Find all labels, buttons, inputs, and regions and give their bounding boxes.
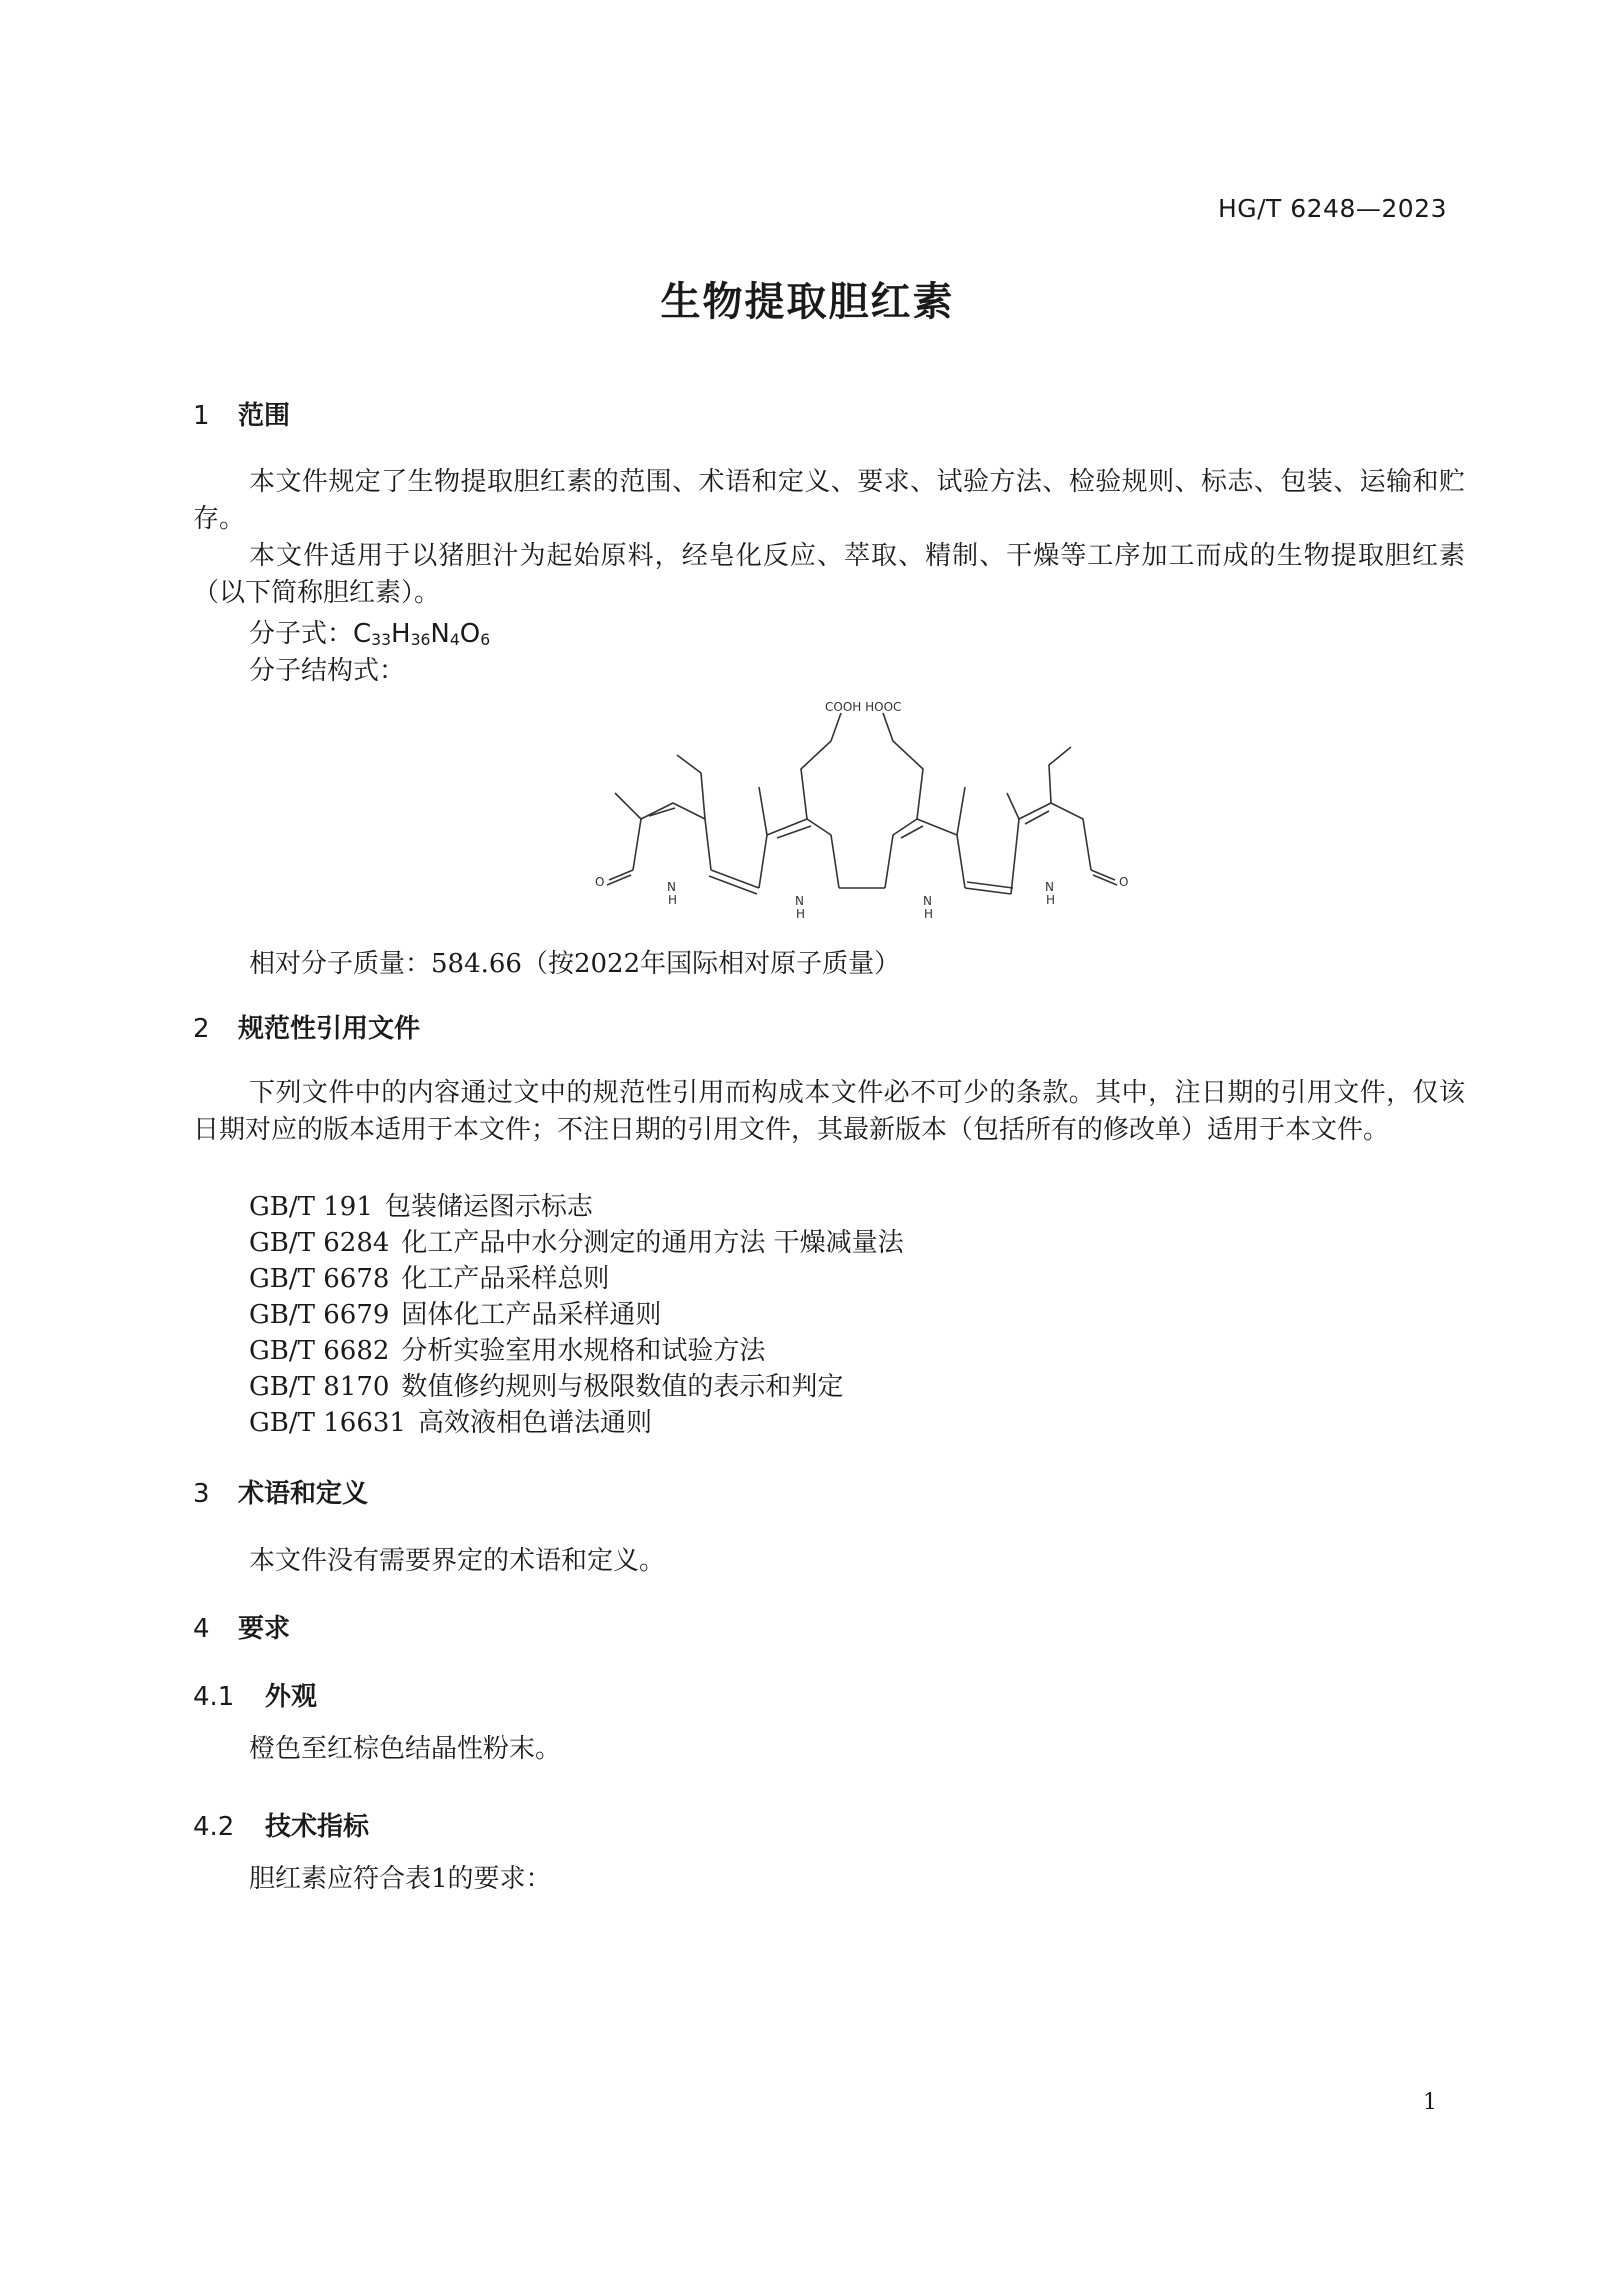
reference-item: GB/T 8170 数值修约规则与极限数值的表示和判定 [249, 1372, 844, 1402]
subsection-title: 技术指标 [265, 1812, 370, 1842]
molecular-formula: $C_{33}H_{36}N_4O_6$ [353, 619, 491, 649]
page-number: 1 [1423, 2090, 1437, 2115]
section-number: 3 [193, 1479, 210, 1509]
section-title: 范围 [238, 401, 291, 431]
molecular-structure-diagram [545, 695, 1170, 935]
technical-indicators-text: 胆红素应符合表1的要求： [249, 1864, 552, 1894]
terms-paragraph: 本文件没有需要界定的术语和定义。 [249, 1546, 666, 1576]
section-title: 规范性引用文件 [238, 1014, 421, 1044]
section-2-heading [193, 1008, 420, 1045]
svg-text:O: O [595, 875, 605, 889]
svg-text:N: N [667, 880, 676, 894]
subsection-4-2-heading [193, 1806, 369, 1843]
reference-item: GB/T 6679 固体化工产品采样通则 [249, 1300, 662, 1330]
references-intro: 下列文件中的内容通过文中的规范性引用而构成本文件必不可少的条款。其中，注日期的引用文件，仅该日期对应的版本适用于本文件；不注日期的引用文件，其最新版本（包括所有的修改单）适用于本文件。 [193, 1078, 1465, 1145]
svg-text:N: N [795, 894, 804, 908]
svg-text:H: H [796, 907, 806, 921]
section-title: 要求 [238, 1614, 291, 1644]
molecular-formula-line [249, 613, 490, 650]
section-number: 4 [193, 1614, 210, 1644]
document-title: 生物提取胆红素 [660, 279, 955, 325]
svg-text:H: H [1046, 893, 1056, 907]
subsection-number: 4.1 [193, 1682, 235, 1712]
section-title: 术语和定义 [238, 1479, 369, 1509]
subsection-4-1-heading [193, 1676, 317, 1713]
subsection-number: 4.2 [193, 1812, 235, 1842]
svg-text:N: N [923, 894, 932, 908]
svg-text:H: H [924, 907, 934, 921]
section-1-heading [193, 395, 290, 432]
structure-label: 分子结构式： [249, 656, 406, 686]
section-4-heading [193, 1608, 290, 1645]
standard-code: HG/T 6248—2023 [1217, 194, 1447, 223]
reference-item: GB/T 16631 高效液相色谱法通则 [249, 1408, 652, 1438]
section-number: 1 [193, 401, 210, 431]
appearance-text: 橙色至红棕色结晶性粉末。 [249, 1734, 562, 1764]
svg-text:H: H [668, 893, 678, 907]
reference-item: GB/T 191 包装储运图示标志 [249, 1192, 593, 1222]
reference-item: GB/T 6682 分析实验室用水规格和试验方法 [249, 1336, 766, 1366]
svg-text:O: O [1119, 875, 1129, 889]
scope-paragraph-1: 本文件规定了生物提取胆红素的范围、术语和定义、要求、试验方法、检验规则、标志、包装、运输和贮存。 [193, 467, 1465, 534]
formula-label: 分子式： [249, 619, 354, 649]
molecular-mass: 相对分子质量：584.66（按2022年国际相对原子质量） [249, 949, 901, 979]
scope-paragraph-2: 本文件适用于以猪胆汁为起始原料，经皂化反应、萃取、精制、干燥等工序加工而成的生物提取胆红素（以下简称胆红素）。 [193, 541, 1465, 608]
reference-item: GB/T 6284 化工产品中水分测定的通用方法 干燥减量法 [249, 1228, 904, 1258]
reference-item: GB/T 6678 化工产品采样总则 [249, 1264, 610, 1294]
section-number: 2 [193, 1014, 210, 1044]
subsection-title: 外观 [265, 1682, 318, 1712]
acid-groups-label: COOH HOOC [825, 700, 902, 714]
svg-text:N: N [1045, 880, 1054, 894]
section-3-heading [193, 1473, 368, 1510]
